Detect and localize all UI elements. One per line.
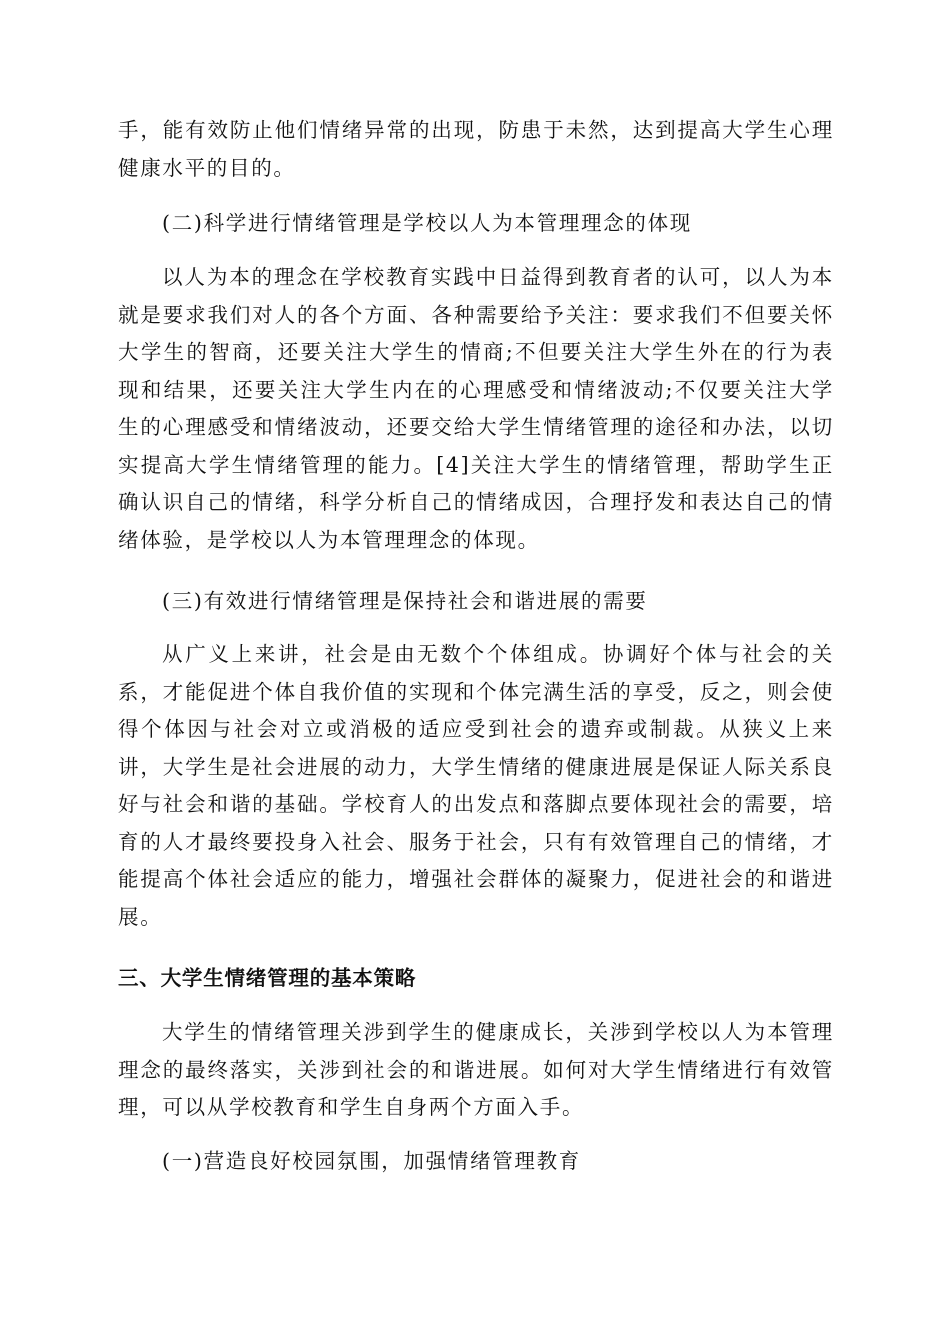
paragraph-continuation: 手，能有效防止他们情绪异常的出现，防患于未然，达到提高大学生心理健康水平的目的。 xyxy=(118,118,834,180)
paragraph-strategy-intro: 大学生的情绪管理关涉到学生的健康成长，关涉到学校以人为本管理理念的最终落实，关涉到社会的和谐进展。如何对大学生情绪进行有效管理，可以从学校教育和学生自身两个方面入手。 xyxy=(118,1020,834,1119)
subheading-3: (三)有效进行情绪管理是保持社会和谐进展的需要 xyxy=(162,589,648,613)
subheading-2: (二)科学进行情绪管理是学校以人为本管理理念的体现 xyxy=(162,211,692,235)
paragraph-people-oriented: 以人为本的理念在学校教育实践中日益得到教育者的认可，以人为本就是要求我们对人的各个方面、各种需要给予关注：要求我们不但要关怀大学生的智商，还要关注大学生的情商;不但要关注大学生外在的行为表现和结果，还要关注大学生内在的心理感受和情绪波动;不仅要关注大学生的心理感受和情绪波动，还要交给大学生情绪管理的途径和办法，以切实提高大学生情绪管理的能力。[4]关注大学生的情绪管理，帮助学生正确认识自己的情绪，科学分析自己的情绪成因，合理抒发和表达自己的情绪体验，是学校以人为本管理理念的体现。 xyxy=(118,265,834,552)
subheading-1: (一)营造良好校园氛围，加强情绪管理教育 xyxy=(162,1149,581,1173)
paragraph-social-harmony: 从广义上来讲，社会是由无数个个体组成。协调好个体与社会的关系，才能促进个体自我价值的实现和个体完满生活的享受，反之，则会使得个体因与社会对立或消极的适应受到社会的遗弃或制裁。从狭义上来讲，大学生是社会进展的动力，大学生情绪的健康进展是保证人际关系良好与社会和谐的基础。学校育人的出发点和落脚点要体现社会的需要，培育的人才最终要投身入社会、服务于社会，只有有效管理自己的情绪，才能提高个体社会适应的能力，增强社会群体的凝聚力，促进社会的和谐进展。 xyxy=(118,642,834,929)
section-heading-3: 三、大学生情绪管理的基本策略 xyxy=(118,966,417,990)
